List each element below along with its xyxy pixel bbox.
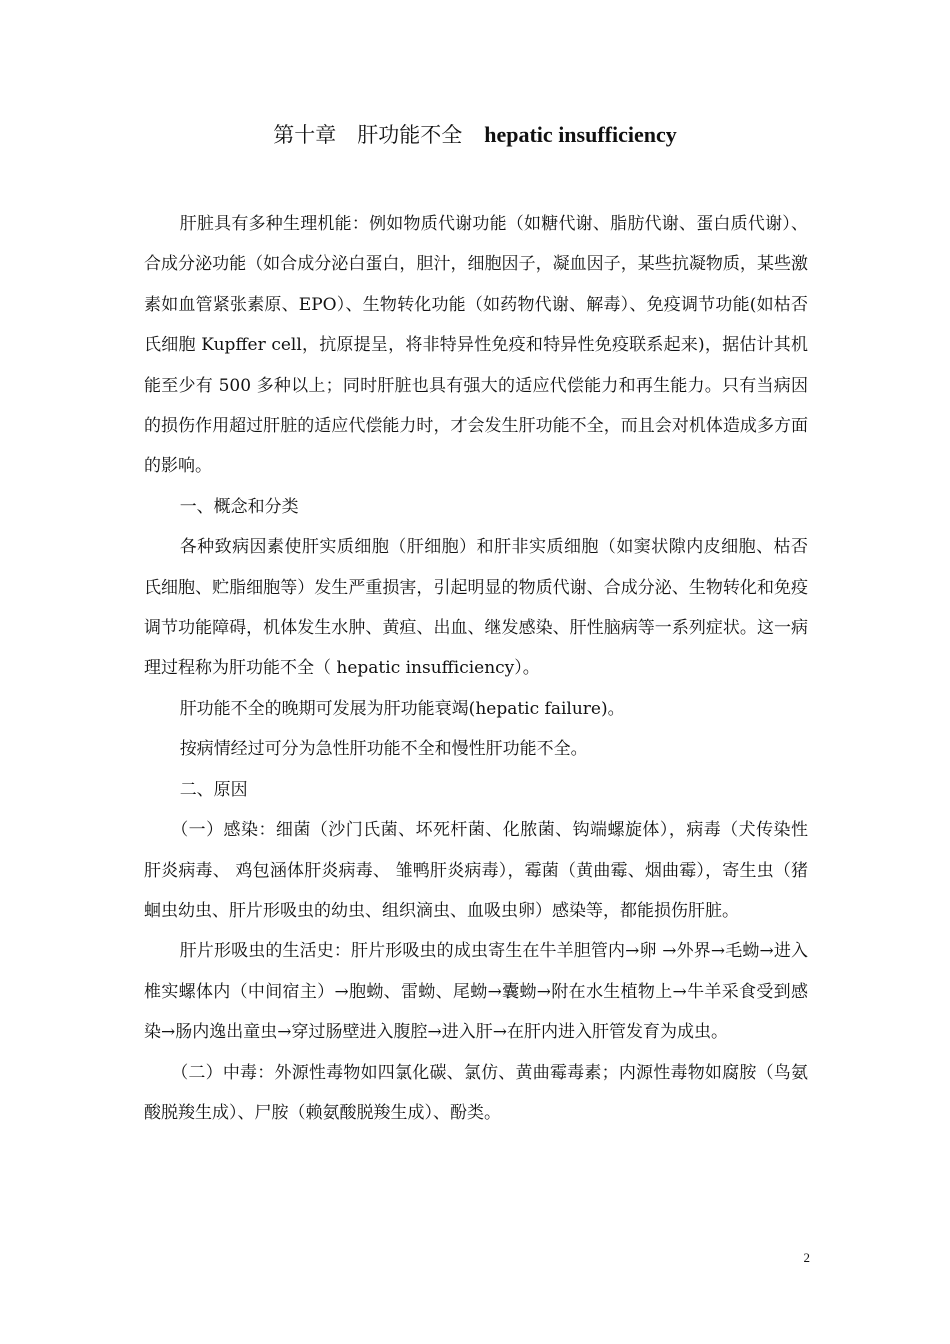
paragraph-classification: 按病情经过可分为急性肝功能不全和慢性肝功能不全。 bbox=[179, 739, 588, 760]
paragraph-failure: 肝功能不全的晚期可发展为肝功能衰竭(hepatic failure)。 bbox=[179, 698, 625, 719]
paragraph-infection: （一）感染：细菌（沙门氏菌、坏死杆菌、化脓菌、钩端螺旋体），病毒（犬传染性肝炎病毒、 鸡包涵体肝炎病毒、 雏鸭肝炎病毒），霉菌（黄曲霉、烟曲霉），寄生虫（猪蛔虫幼虫、肝片形吸虫的幼虫、组织滴虫、血吸虫卵）感染等，都能损伤肝脏。 bbox=[144, 820, 808, 921]
page-number: 2 bbox=[803, 1250, 810, 1265]
section-heading-causes: 二、原因 bbox=[179, 779, 248, 800]
document-body bbox=[144, 204, 808, 1133]
paragraph-fluke-lifecycle: 肝片形吸虫的生活史：肝片形吸虫的成虫寄生在牛羊胆管内→卵 →外界→毛蚴→进入椎实螺体内（中间宿主）→胞蚴、雷蚴、尾蚴→囊蚴→附在水生植物上→牛羊采食受到感染→肠内逸出童虫→穿过肠壁进入腹腔→进入肝→在肝内进入肝管发育为成虫。 bbox=[144, 941, 808, 1043]
paragraph-poisoning: （二）中毒：外源性毒物如四氯化碳、氯仿、黄曲霉毒素；内源性毒物如腐胺（鸟氨酸脱羧生成）、尸胺（赖氨酸脱羧生成）、酚类。 bbox=[144, 1062, 808, 1123]
paragraph-intro: 肝脏具有多种生理机能：例如物质代谢功能（如糖代谢、脂肪代谢、蛋白质代谢）、合成分泌功能（如合成分泌白蛋白，胆汁，细胞因子，凝血因子，某些抗凝物质，某些激素如血管紧张素原、EPO）、生物转化功能（如药物代谢、解毒）、免疫调节功能(如枯否氏细胞 Kupffer cell，抗原提呈，将非特异性免疫和特异性免疫联系起来)，据估计其机能至少有 500 多种以上；同时肝脏也具有强大的适应代偿能力和再生能力。只有当病因的损伤作用超过肝脏的适应代偿能力时，才会发生肝功能不全，而且会对机体造成多方面的影响。 bbox=[144, 214, 808, 477]
chapter-title bbox=[0, 120, 950, 150]
chapter-title-chinese: 第十章 肝功能不全 bbox=[273, 123, 463, 147]
chapter-title-english: hepatic insufficiency bbox=[484, 122, 677, 147]
section-heading-concept: 一、概念和分类 bbox=[179, 496, 299, 517]
paragraph-definition: 各种致病因素使肝实质细胞（肝细胞）和肝非实质细胞（如窦状隙内皮细胞、枯否氏细胞、贮脂细胞等）发生严重损害，引起明显的物质代谢、合成分泌、生物转化和免疫调节功能障碍，机体发生水肿、黄疸、出血、继发感染、肝性脑病等一系列症状。这一病理过程称为肝功能不全（ hepatic insufficiency）。 bbox=[144, 537, 808, 679]
